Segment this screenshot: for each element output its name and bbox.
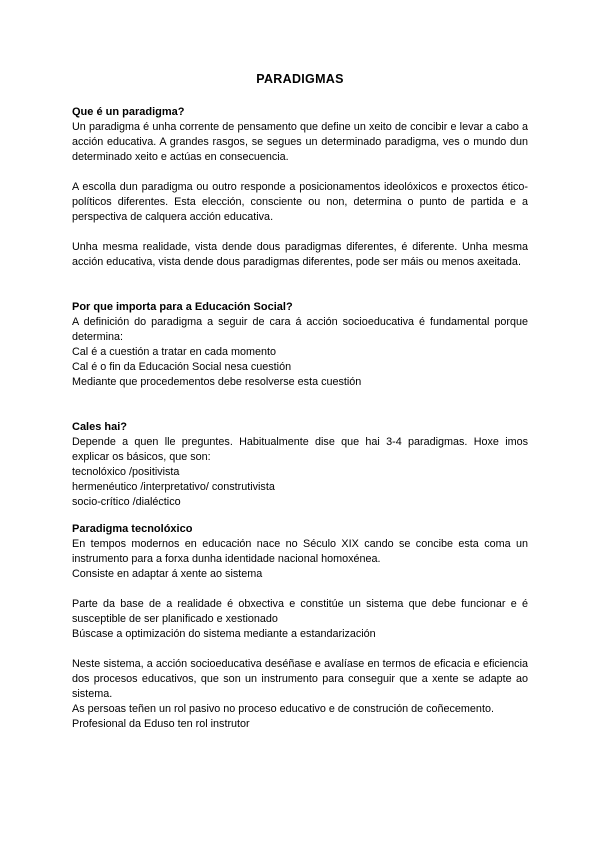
list-item: hermenéutico /interpretativo/ construtivista — [72, 481, 275, 493]
list-item: Cal é o fin da Educación Social nesa cuestión — [72, 361, 292, 373]
list-item: Mediante que procedementos debe resolverse esta cuestión — [72, 376, 362, 388]
paragraph: Depende a quen lle preguntes. Habitualmente dise que hai 3-4 paradigmas. Hoxe imos explicar os básicos, que son: — [72, 436, 528, 463]
section-heading: Por que importa para a Educación Social? — [72, 301, 293, 313]
text-line: Profesional da Eduso ten rol instrutor — [72, 718, 250, 730]
paragraph: Un paradigma é unha corrente de pensamento que define un xeito de concibir e levar a cabo a acción educativa. A grandes rasgos, se segues un determinado paradigma, ves o mundo dun determinado xeito e actúas en consecuencia. — [72, 121, 528, 163]
paragraph: Neste sistema, a acción socioeducativa deséñase e avalíase en termos de eficacia e eficiencia dos procesos educativos, que son un instrumento para conseguir que a xente se adapte ao sistema. — [72, 658, 528, 700]
text-line: As persoas teñen un rol pasivo no proceso educativo e de construción de coñecemento. — [72, 703, 494, 715]
paragraph: A definición do paradigma a seguir de cara á acción socioeducativa é fundamental porque determina: — [72, 316, 528, 343]
section-which-exist — [72, 420, 528, 510]
section-heading: Que é un paradigma? — [72, 106, 185, 118]
text-line: Búscase a optimización do sistema mediante a estandarización — [72, 628, 376, 640]
section-heading: Paradigma tecnolóxico — [72, 523, 193, 535]
paragraph: En tempos modernos en educación nace no Século XIX cando se concibe esta coma un instrumento para a forxa dunha identidade nacional homoxénea. — [72, 538, 528, 565]
list-item: tecnolóxico /positivista — [72, 466, 180, 478]
paragraph: Parte da base de a realidade é obxectiva e constitúe un sistema que debe funcionar e é susceptible de ser planificado e xestionado — [72, 598, 528, 625]
section-technological-paradigm — [72, 522, 528, 732]
paragraph: Unha mesma realidade, vista dende dous paradigmas diferentes, é diferente. Unha mesma acción educativa, vista dende dous paradigmas diferentes, pode ser máis ou menos axeitada. — [72, 241, 528, 268]
section-heading: Cales hai? — [72, 421, 128, 433]
list-item: Cal é a cuestión a tratar en cada momento — [72, 346, 277, 358]
list-item: socio-crítico /dialéctico — [72, 496, 181, 508]
text-line: Consiste en adaptar á xente ao sistema — [72, 568, 263, 580]
section-what-is-paradigm — [72, 105, 528, 270]
section-why-important — [72, 300, 528, 390]
paragraph: A escolla dun paradigma ou outro responde a posicionamentos ideolóxicos e proxectos ético-políticos diferentes. Esta elección, consciente ou non, determina o punto de partida e a perspectiva de calquera acción educativa. — [72, 181, 528, 223]
page-title: PARADIGMAS — [256, 72, 344, 86]
